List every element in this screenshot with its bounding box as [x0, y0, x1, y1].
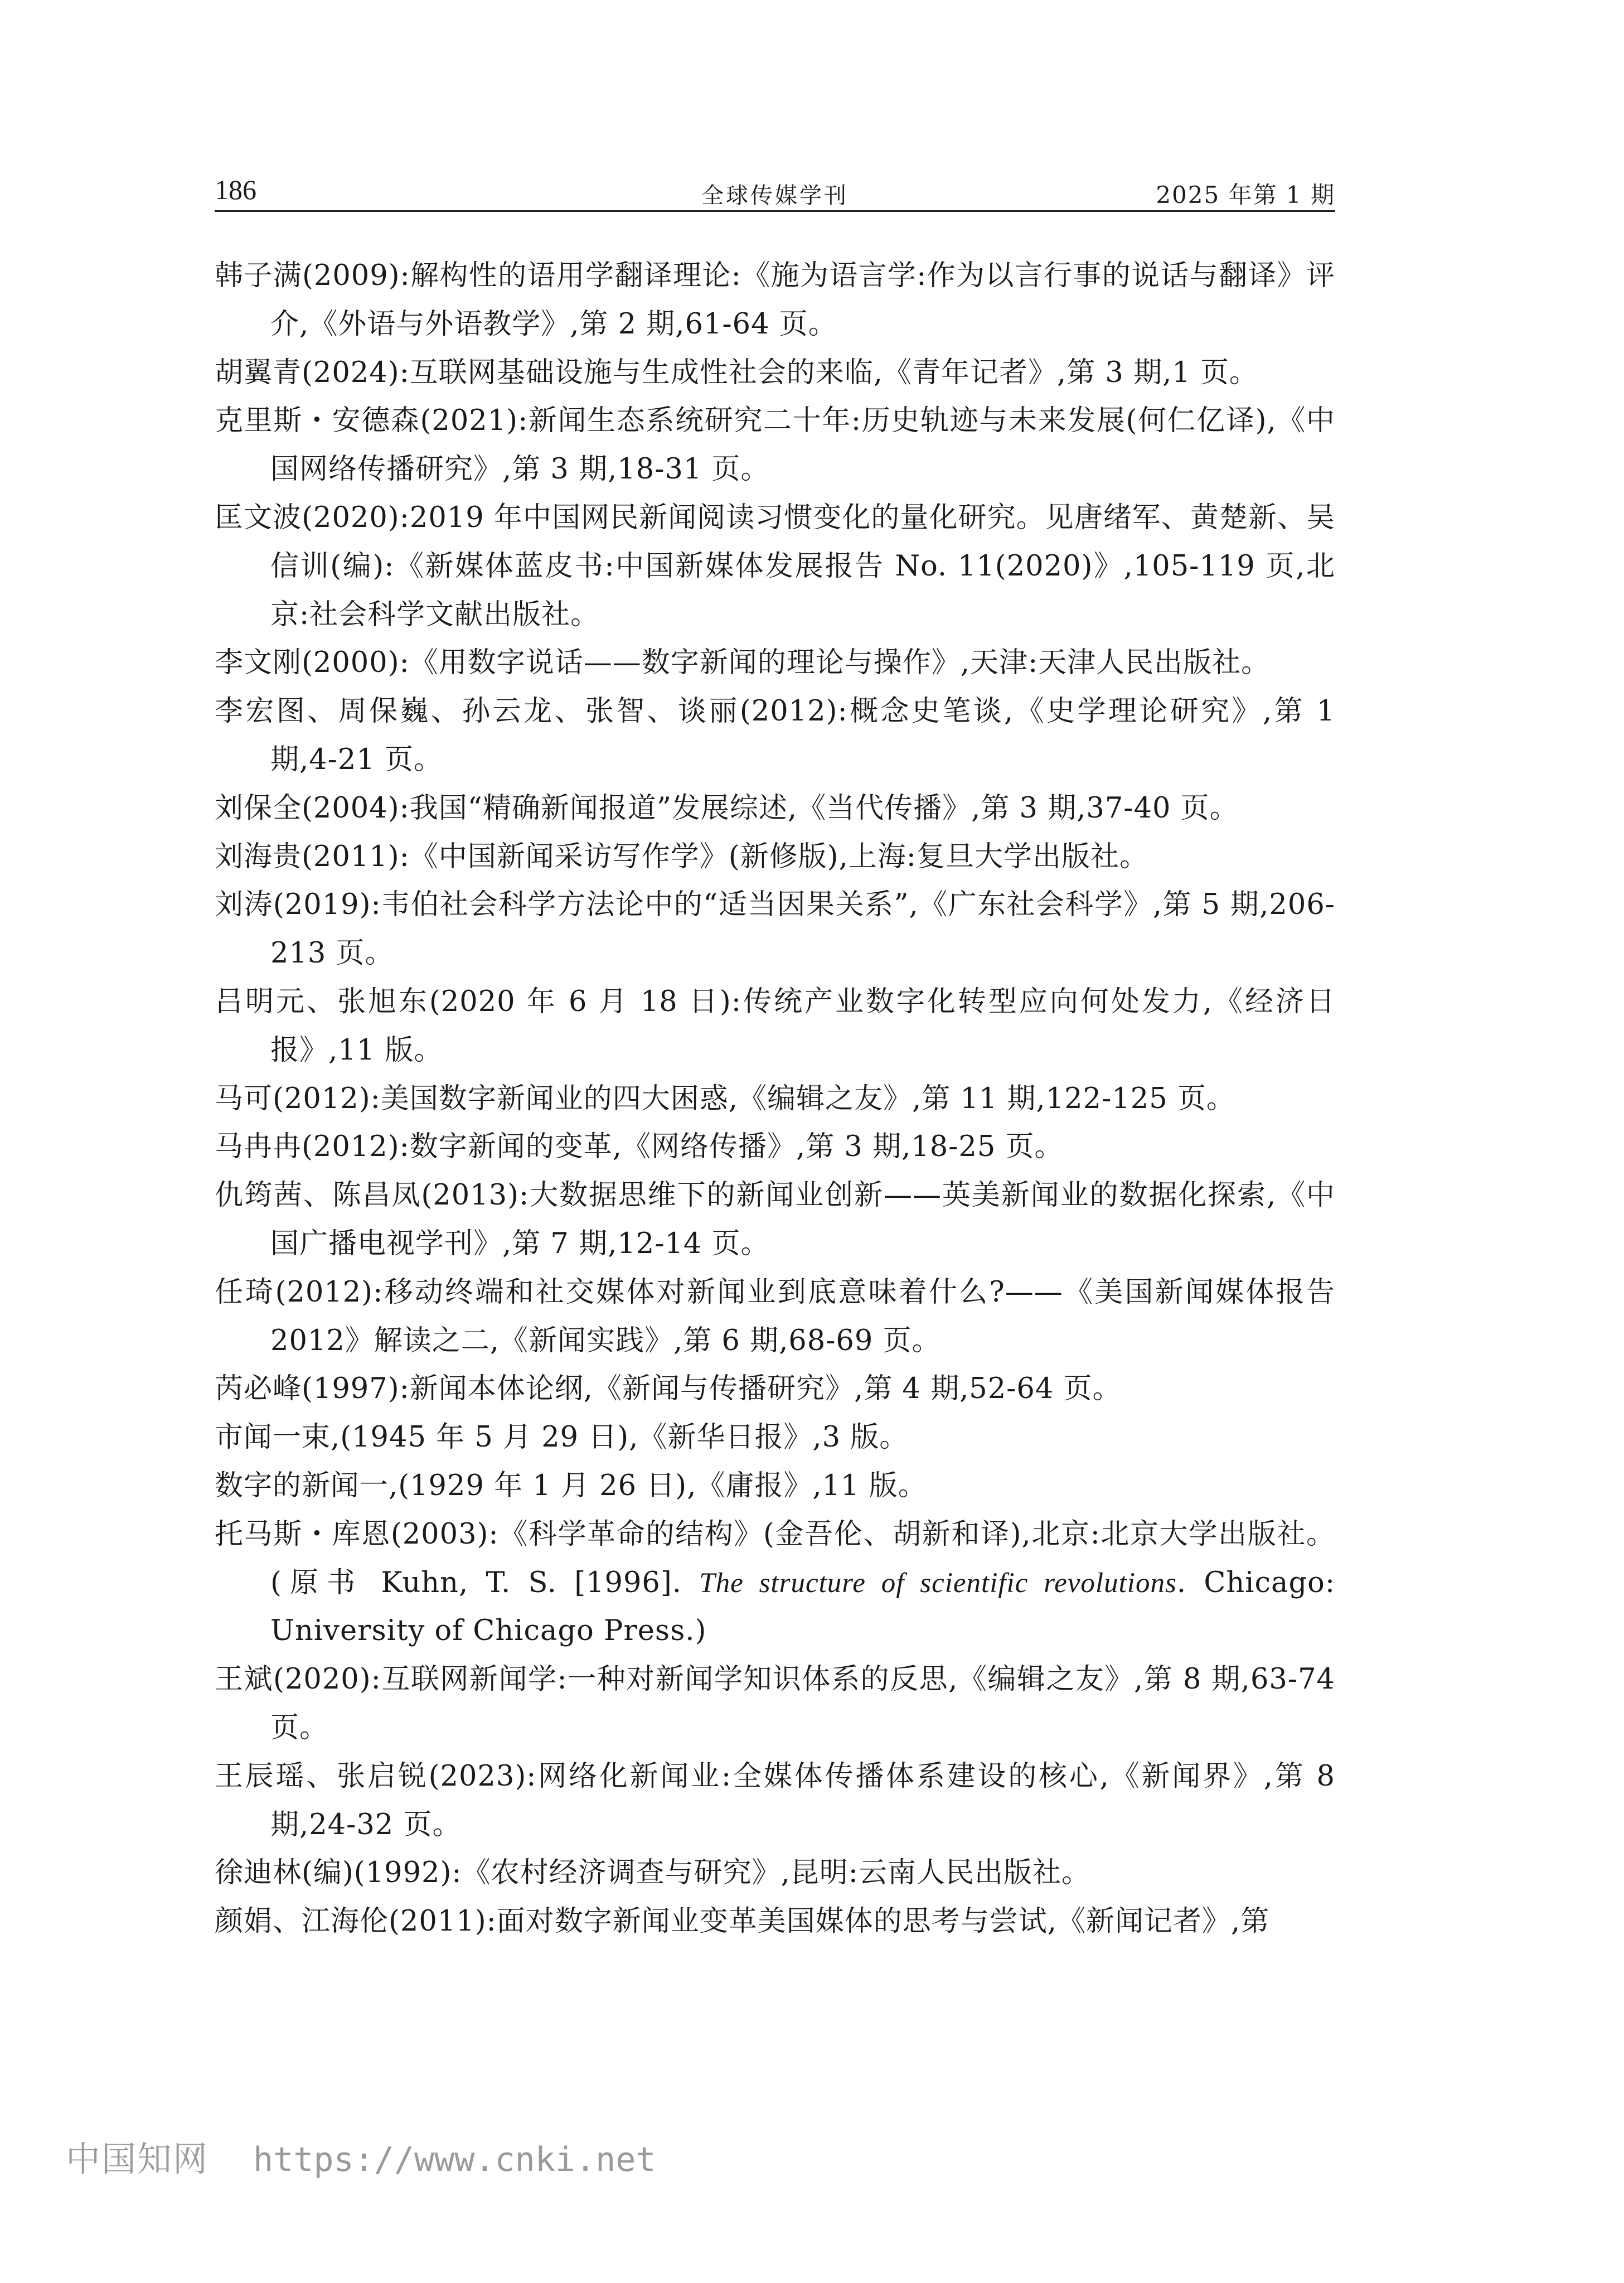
cnki-url: https://www.cnki.net: [253, 2140, 656, 2179]
reference-entry: 刘保全(2004):我国“精确新闻报道”发展综述,《当代传播》,第 3 期,37-40 页。: [215, 791, 1239, 825]
reference-entry: 克里斯・安德森(2021):新闻生态系统研究二十年:历史轨迹与未来发展(何仁亿译),《中国网络传播研究》,第 3 期,18-31 页。: [215, 404, 1335, 486]
reference-entry: 王辰瑶、张启锐(2023):网络化新闻业:全媒体传播体系建设的核心,《新闻界》,第 8 期,24-32 页。: [215, 1759, 1335, 1841]
reference-entry: 李宏图、周保巍、孙云龙、张智、谈丽(2012):概念史笔谈,《史学理论研究》,第 1 期,4-21 页。: [215, 695, 1335, 776]
journal-title: 全球传媒学刊: [701, 183, 849, 209]
reference-entry: 仇筠茜、陈昌凤(2013):大数据思维下的新闻业创新——英美新闻业的数据化探索,《中国广播电视学刊》,第 7 期,12-14 页。: [215, 1179, 1335, 1260]
reference-entry: 任琦(2012):移动终端和社交媒体对新闻业到底意味着什么?——《美国新闻媒体报告 2012》解读之二,《新闻实践》,第 6 期,68-69 页。: [215, 1275, 1335, 1357]
reference-entry: 李文刚(2000):《用数字说话——数字新闻的理论与操作》,天津:天津人民出版社。: [215, 646, 1271, 680]
kuhn-citation-text: 托马斯・库恩(2003):《科学革命的结构》(金吾伦、胡新和译),北京:北京大学出版社。(原书 Kuhn, T. S. [1996].: [215, 1517, 1335, 1599]
reference-list: [215, 252, 1335, 1946]
reference-entry: 胡翼青(2024):互联网基础设施与生成性社会的来临,《青年记者》,第 3 期,1 页。: [215, 356, 1258, 389]
reference-entry: 颜娟、江海伦(2011):面对数字新闻业变革美国媒体的思考与尝试,《新闻记者》,第: [215, 1905, 1270, 1938]
reference-entry: 刘海贵(2011):《中国新闻采访写作学》(新修版),上海:复旦大学出版社。: [215, 840, 1148, 873]
reference-entry: 徐迪林(编)(1992):《农村经济调查与研究》,昆明:云南人民出版社。: [215, 1856, 1090, 1890]
page-number: 186: [215, 174, 256, 205]
reference-entry: 吕明元、张旭东(2020 年 6 月 18 日):传统产业数字化转型应向何处发力,《经济日报》,11 版。: [215, 985, 1335, 1067]
cnki-name: 中国知网: [66, 2139, 209, 2179]
reference-entry: 马冉冉(2012):数字新闻的变革,《网络传播》,第 3 期,18-25 页。: [215, 1130, 1064, 1164]
reference-entry: 数字的新闻一,(1929 年 1 月 26 日),《庸报》,11 版。: [215, 1469, 927, 1502]
reference-entry: 韩子满(2009):解构性的语用学翻译理论:《施为语言学:作为以言行事的说话与翻译》评介,《外语与外语教学》,第 2 期,61-64 页。: [215, 259, 1335, 341]
reference-entry: 王斌(2020):互联网新闻学:一种对新闻学知识体系的反思,《编辑之友》,第 8 期,63-74 页。: [215, 1663, 1335, 1744]
kuhn-publisher-text: . Chicago: University of Chicago Press.): [270, 1566, 1335, 1648]
cnki-watermark: [66, 2131, 656, 2181]
kuhn-book-title: The structure of scientific revolutions: [699, 1567, 1177, 1599]
reference-entry: 芮必峰(1997):新闻本体论纲,《新闻与传播研究》,第 4 期,52-64 页。: [215, 1372, 1122, 1406]
reference-entry: 匡文波(2020):2019 年中国网民新闻阅读习惯变化的量化研究。见唐绪军、黄楚新、吴信训(编):《新媒体蓝皮书:中国新媒体发展报告 No. 11(2020)》,105-119 页,北京:社会科学文献出版社。: [215, 501, 1335, 631]
reference-entry: 马可(2012):美国数字新闻业的四大困惑,《编辑之友》,第 11 期,122-125 页。: [215, 1082, 1235, 1115]
reference-entry-kuhn: [215, 1511, 1335, 1656]
reference-entry: 刘涛(2019):韦伯社会科学方法论中的“适当因果关系”,《广东社会科学》,第 5 期,206-213 页。: [215, 888, 1335, 970]
reference-entry: 市闻一束,(1945 年 5 月 29 日),《新华日报》,3 版。: [215, 1421, 909, 1454]
running-header: [215, 170, 1335, 212]
issue-label: 2025 年第 1 期: [1156, 181, 1335, 209]
